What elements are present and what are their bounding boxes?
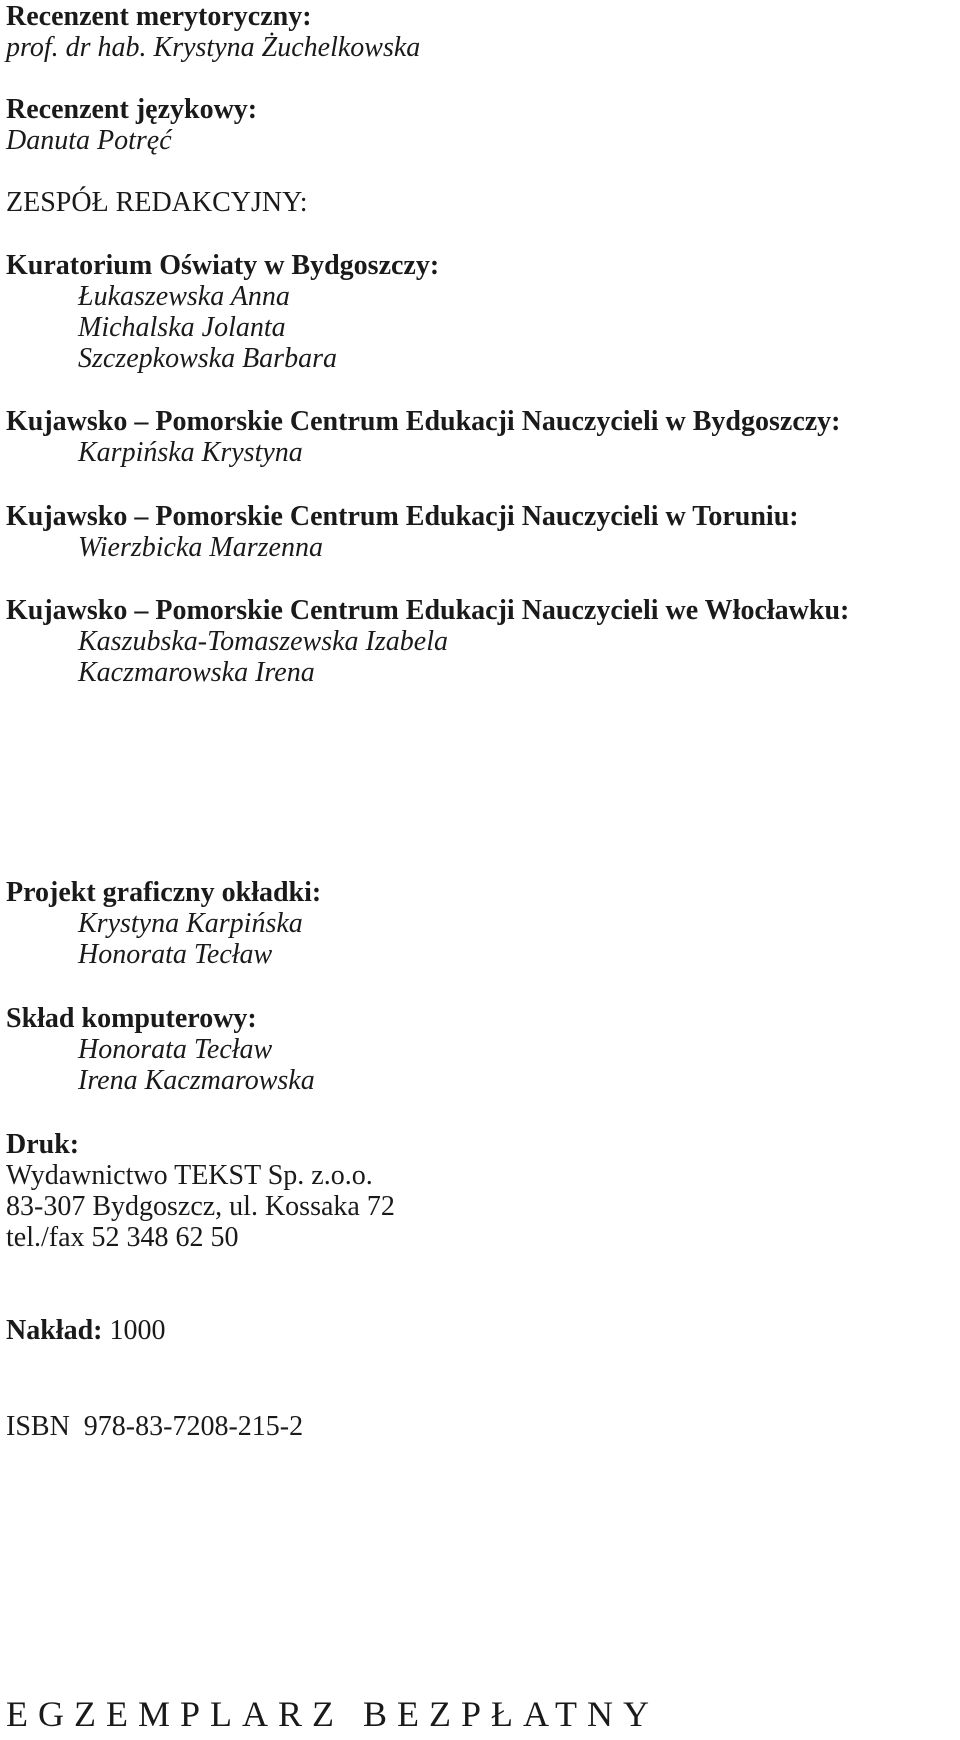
- team-member: Szczepkowska Barbara: [78, 343, 337, 374]
- team-member: Łukaszewska Anna: [78, 281, 290, 312]
- reviewer-language-name: Danuta Potręć: [6, 125, 172, 156]
- printer-line: Wydawnictwo TEKST Sp. z.o.o.: [6, 1160, 373, 1191]
- institution-heading: Kujawsko – Pomorskie Centrum Edukacji Nauczycieli w Bydgoszczy:: [6, 406, 841, 437]
- circulation: [6, 1314, 165, 1348]
- cover-designer: Krystyna Karpińska: [78, 908, 303, 939]
- reviewer-merit-label: Recenzent merytoryczny:: [6, 1, 312, 32]
- editorial-team-heading: ZESPÓŁ REDAKCYJNY:: [6, 187, 308, 218]
- printer-line: tel./fax 52 348 62 50: [6, 1222, 239, 1253]
- circulation-value: 1000: [109, 1315, 166, 1346]
- free-copy-footer: EGZEMPLARZ BEZPŁATNY: [6, 1694, 659, 1734]
- circulation-label: Nakład:: [6, 1315, 103, 1346]
- reviewer-merit-name: prof. dr hab. Krystyna Żuchelkowska: [6, 32, 421, 63]
- team-member: Karpińska Krystyna: [78, 437, 303, 468]
- typesetter: Irena Kaczmarowska: [78, 1065, 315, 1096]
- cover-design-label: Projekt graficzny okładki:: [6, 877, 322, 908]
- isbn: ISBN 978-83-7208-215-2: [6, 1411, 304, 1442]
- typesetting-label: Skład komputerowy:: [6, 1003, 257, 1034]
- typesetter: Honorata Tecław: [78, 1034, 273, 1065]
- team-member: Kaszubska-Tomaszewska Izabela: [78, 626, 448, 657]
- institution-heading: Kuratorium Oświaty w Bydgoszczy:: [6, 250, 440, 281]
- printer-line: 83-307 Bydgoszcz, ul. Kossaka 72: [6, 1191, 395, 1222]
- reviewer-language-label: Recenzent językowy:: [6, 94, 258, 125]
- team-member: Michalska Jolanta: [78, 312, 286, 343]
- team-member: Kaczmarowska Irena: [78, 657, 315, 688]
- institution-heading: Kujawsko – Pomorskie Centrum Edukacji Nauczycieli we Włocławku:: [6, 595, 850, 626]
- cover-designer: Honorata Tecław: [78, 939, 273, 970]
- team-member: Wierzbicka Marzenna: [78, 532, 323, 563]
- institution-heading: Kujawsko – Pomorskie Centrum Edukacji Nauczycieli w Toruniu:: [6, 501, 799, 532]
- printing-label: Druk:: [6, 1129, 80, 1160]
